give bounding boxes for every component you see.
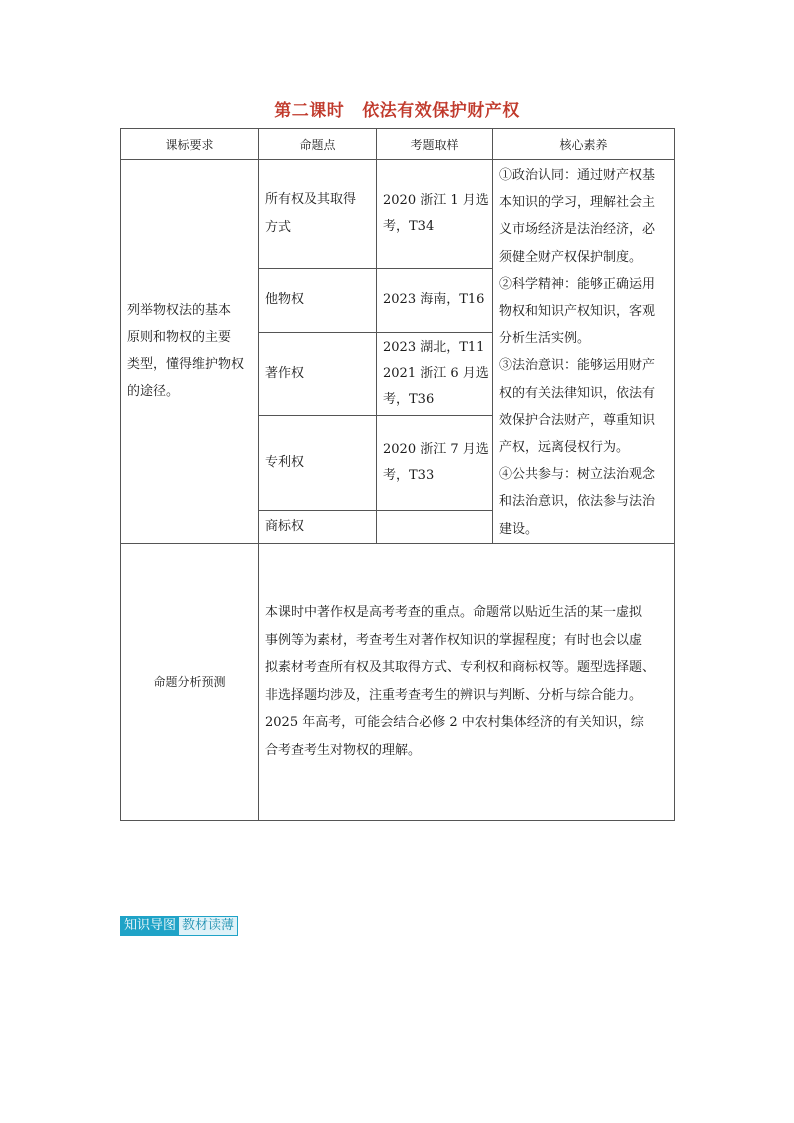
page-title (0, 96, 794, 121)
tag-textbook-reading: 教材读薄 (179, 917, 237, 935)
analysis-label: 命题分析预测 (121, 543, 259, 820)
core-line: 产权，远离侵权行为。 (499, 440, 630, 456)
core-line: 建设。 (499, 521, 539, 537)
sample-cell (377, 415, 493, 511)
header-sample: 考题取样 (377, 129, 493, 160)
curriculum-table (120, 128, 675, 821)
title-part2: 依法有效保护财产权 (362, 101, 520, 121)
sample-cell (377, 332, 493, 415)
sample-text: 2021 浙江 6 月选 (383, 365, 489, 381)
header-requirement: 课标要求 (121, 129, 259, 160)
point-name: 方式 (265, 220, 292, 236)
point-cell (259, 415, 377, 511)
point-name: 商标权 (265, 519, 305, 535)
core-line: 须健全财产权保护制度。 (499, 249, 643, 265)
core-line: 义市场经济是法治经济，必 (499, 222, 656, 238)
core-line: ②科学精神：能够正确运用 (499, 276, 656, 292)
core-line: 权的有关法律知识，依法有 (499, 385, 656, 401)
title-part1: 第二课时 (274, 101, 345, 121)
core-line: 本知识的学习，理解社会主 (499, 195, 656, 211)
core-line: ①政治认同：通过财产权基 (499, 168, 656, 183)
point-cell (259, 332, 377, 415)
requirement-line: 原则和物权的主要 (127, 330, 232, 346)
sample-text: 2023 海南，T16 (383, 292, 485, 308)
point-name: 他物权 (265, 292, 305, 308)
core-line: 和法治意识，依法参与法治 (499, 494, 656, 510)
analysis-line: 合考查考生对物权的理解。 (265, 742, 422, 758)
header-point: 命题点 (259, 129, 377, 160)
point-name: 著作权 (265, 365, 305, 381)
requirement-line: 列举物权法的基本 (127, 303, 232, 319)
analysis-cell (259, 543, 675, 820)
sample-text: 2020 浙江 1 月选 (383, 193, 489, 209)
sample-cell (377, 269, 493, 333)
analysis-line: 非选择题均涉及，注重考查考生的辨识与判断、分析与综合能力。 (265, 687, 643, 703)
sample-cell-empty (377, 511, 493, 543)
sample-text: 2020 浙江 7 月选 (383, 442, 489, 457)
point-cell (259, 160, 377, 269)
analysis-line: 2025 年高考，可能会结合必修 2 中农村集体经济的有关知识，综 (265, 715, 644, 731)
core-line: ③法治意识：能够运用财产 (499, 358, 656, 374)
core-line: 物权和知识产权知识，客观 (499, 304, 656, 320)
sample-cell (377, 160, 493, 269)
analysis-row (121, 543, 675, 820)
table-header-row (121, 129, 675, 160)
point-cell (259, 511, 377, 543)
core-line: ④公共参与：树立法治观念 (499, 467, 656, 483)
analysis-line: 本课时中著作权是高考考查的重点。命题常以贴近生活的某一虚拟 (265, 605, 643, 621)
tag-knowledge-map: 知识导图 (121, 917, 179, 935)
table-row (121, 160, 675, 269)
sample-text: 2023 湖北，T11 (383, 339, 485, 355)
sample-text: 考，T34 (383, 219, 435, 235)
requirement-cell (121, 160, 259, 544)
core-cell (493, 160, 675, 544)
requirement-line: 类型，懂得维护物权 (127, 357, 245, 373)
core-line: 分析生活实例。 (499, 331, 591, 347)
point-name: 所有权及其取得 (265, 192, 357, 208)
analysis-line: 拟素材考查所有权及其取得方式、专利权和商标权等。题型选择题、 (265, 660, 656, 676)
analysis-line: 事例等为素材，考查考生对著作权知识的掌握程度；有时也会以虚 (265, 632, 643, 648)
sample-text: 考，T33 (383, 468, 435, 483)
section-tag (120, 916, 238, 936)
point-name: 专利权 (265, 455, 305, 470)
sample-text: 考，T36 (383, 391, 435, 407)
requirement-line: 的途径。 (127, 384, 180, 400)
point-cell (259, 269, 377, 333)
core-line: 效保护合法财产，尊重知识 (499, 412, 656, 428)
header-core: 核心素养 (493, 129, 675, 160)
